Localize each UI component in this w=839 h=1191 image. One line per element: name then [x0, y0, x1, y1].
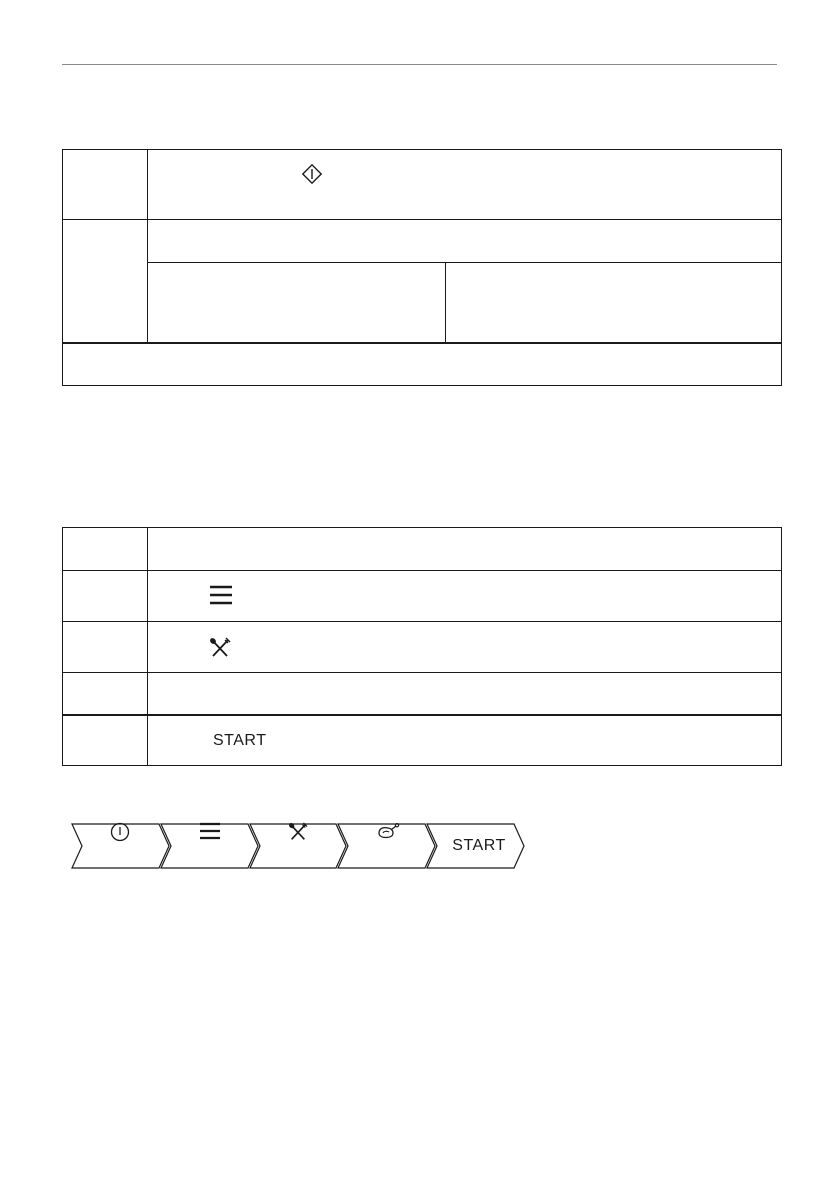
- table-2-row-1-step-cell: [63, 528, 148, 571]
- table-1-row-4: [63, 343, 782, 386]
- table-1-row-2-content-cell: [148, 220, 782, 263]
- menu-icon: [209, 585, 233, 605]
- table-2-row-2: [63, 571, 782, 622]
- table-2-row-2-step-cell: [63, 571, 148, 622]
- table-1-row-3-left-cell: [148, 263, 446, 343]
- table-2-row-5-content-cell: [148, 715, 782, 766]
- table-2-row-3-step-cell: [63, 622, 148, 673]
- table-2-row-5: [63, 715, 782, 766]
- table-1-row-1: [63, 150, 782, 220]
- table-1-row-4-note-cell: [63, 343, 782, 386]
- table-2-row-4-content-cell: [148, 673, 782, 715]
- table-2-row-4: [63, 673, 782, 715]
- table-1-row-2-step-cell: [63, 220, 148, 343]
- table-1-row-3-right-cell: [446, 263, 782, 343]
- cutlery-icon: [209, 637, 231, 659]
- table-1-row-1-step-cell: [63, 150, 148, 220]
- step-power-icon: [110, 822, 138, 870]
- step-start-label: START: [452, 837, 506, 854]
- step-sequence: [70, 822, 530, 872]
- start-label: START: [213, 731, 267, 749]
- table-2-row-1-content-cell: [148, 528, 782, 571]
- step-menu-icon: [199, 822, 227, 870]
- table-2-row-1: [63, 528, 782, 571]
- table-1: [62, 149, 782, 386]
- table-2-row-2-content-cell: [148, 571, 782, 622]
- table-1-row-3: [63, 263, 782, 343]
- table-1-row-1-content-cell: [148, 150, 782, 220]
- step-roast-chicken-icon: [376, 822, 404, 870]
- table-1-row-2: [63, 220, 782, 263]
- table-2-row-3: [63, 622, 782, 673]
- table-2-row-3-content-cell: [148, 622, 782, 673]
- table-2-row-4-step-cell: [63, 673, 148, 715]
- table-2: [62, 527, 782, 766]
- table-2-row-5-step-cell: [63, 715, 148, 766]
- header-rule: [62, 64, 777, 65]
- step-cutlery-icon: [288, 822, 316, 870]
- start-stop-icon: [301, 163, 323, 185]
